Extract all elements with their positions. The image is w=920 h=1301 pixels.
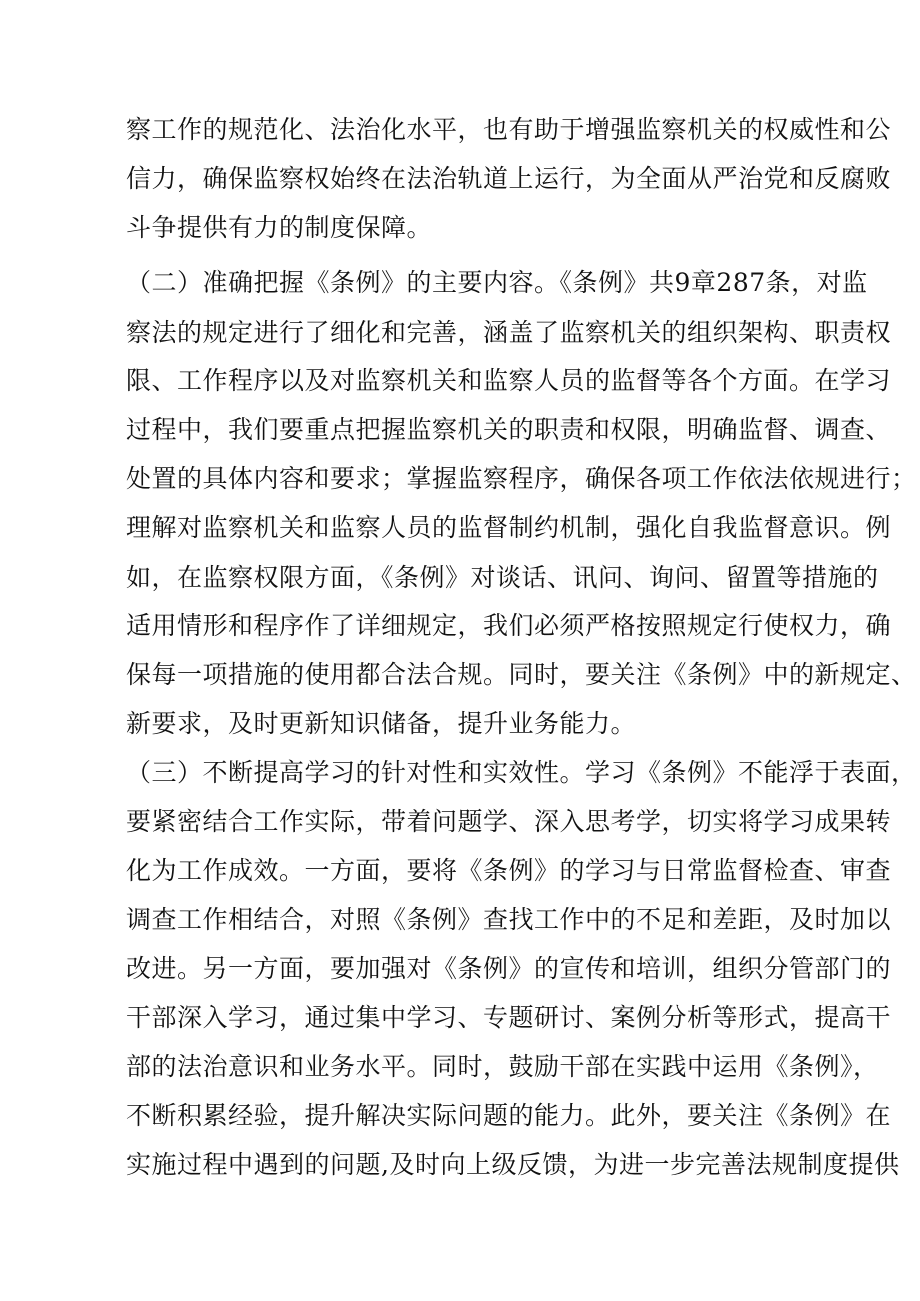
paragraph-3-line-7: 部的法治意识和业务水平。同时，鼓励干部在实践中运用《条例》，	[126, 1052, 879, 1081]
paragraph-3-line-5: 改进。另一方面，要加强对《条例》的宣传和培训，组织分管部门的	[126, 954, 892, 983]
paragraph-3-line-4: 调查工作相结合，对照《条例》查找工作中的不足和差距，及时加以	[126, 905, 892, 934]
paragraph-3-line-6: 干部深入学习，通过集中学习、专题研讨、案例分析等形式，提高干	[126, 1003, 892, 1032]
paragraph-1-line-1: 察工作的规范化、法治化水平，也有助于增强监察机关的权威性和公	[126, 115, 892, 144]
paragraph-3-line-2: 要紧密结合工作实际，带着问题学、深入思考学，切实将学习成果转	[126, 807, 892, 836]
paragraph-1-line-2: 信力，确保监察权始终在法治轨道上运行，为全面从严治党和反腐败	[126, 164, 892, 193]
paragraph-2-line-9: 保每一项措施的使用都合法合规。同时，要关注《条例》中的新规定、	[126, 660, 917, 689]
paragraph-3-line-1: （三）不断提高学习的针对性和实效性。学习《条例》不能浮于表面，	[126, 758, 917, 787]
paragraph-2-line-4: 过程中，我们要重点把握监察机关的职责和权限，明确监督、调查、	[126, 415, 892, 444]
paragraph-2-line-8: 适用情形和程序作了详细规定，我们必须严格按照规定行使权力，确	[126, 611, 892, 640]
paragraph-2-line-5: 处置的具体内容和要求；掌握监察程序，确保各项工作依法依规进行；	[126, 464, 917, 493]
paragraph-3-line-9: 实施过程中遇到的问题,及时向上级反馈，为进一步完善法规制度提供	[126, 1150, 900, 1179]
paragraph-3-line-3: 化为工作成效。一方面，要将《条例》的学习与日常监督检查、审查	[126, 856, 892, 885]
paragraph-2-line-3: 限、工作程序以及对监察机关和监察人员的监督等各个方面。在学习	[126, 366, 892, 395]
paragraph-2-line-10: 新要求，及时更新知识储备，提升业务能力。	[126, 709, 637, 738]
paragraph-2-line-6: 理解对监察机关和监察人员的监督制约机制，强化自我监督意识。例	[126, 513, 892, 542]
paragraph-3-line-8: 不断积累经验，提升解决实际问题的能力。此外，要关注《条例》在	[126, 1101, 892, 1130]
paragraph-2-line-1: （二）准确把握《条例》的主要内容。《条例》共9章287条，对监	[126, 268, 868, 297]
paragraph-2-line-2: 察法的规定进行了细化和完善，涵盖了监察机关的组织架构、职责权	[126, 318, 892, 347]
paragraph-1-line-3: 斗争提供有力的制度保障。	[126, 213, 433, 242]
paragraph-2-line-7: 如，在监察权限方面，《条例》对谈话、讯问、询问、留置等措施的	[126, 563, 879, 592]
